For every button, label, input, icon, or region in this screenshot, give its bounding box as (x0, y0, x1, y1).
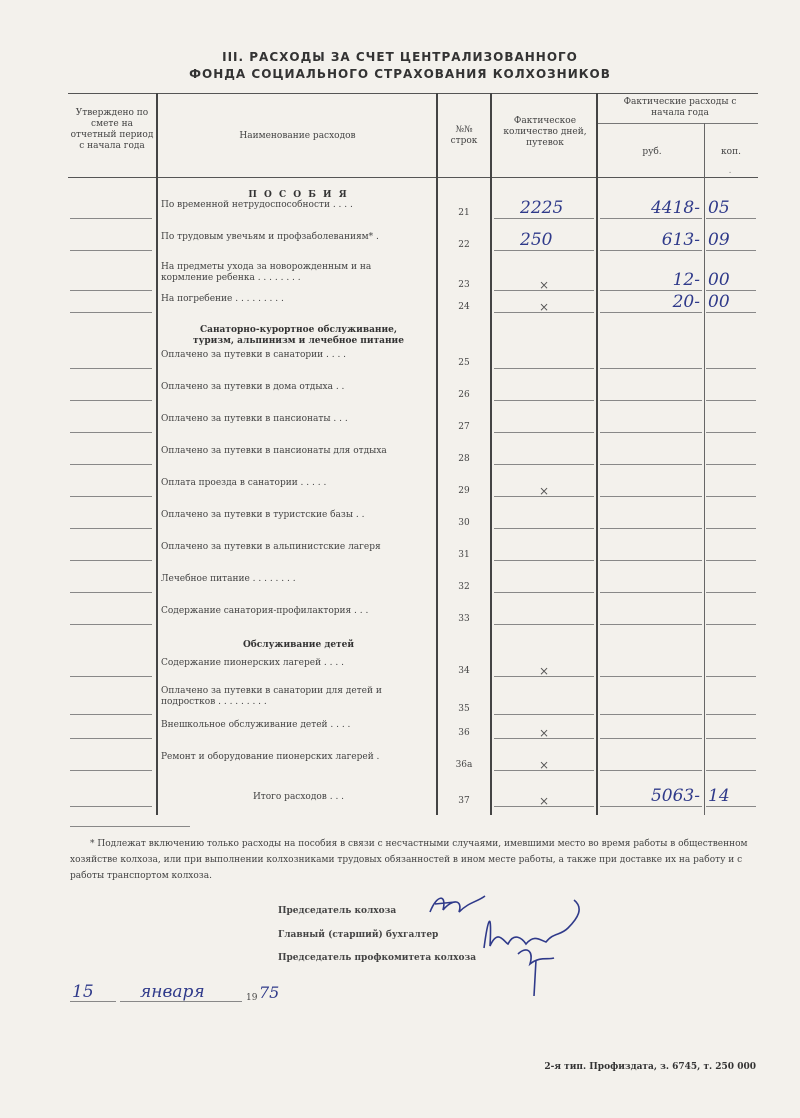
row-number: 28 (458, 454, 470, 464)
row-label: Оплачено за путевки в санатории . . . . (161, 350, 347, 360)
row-number: 31 (458, 550, 470, 560)
kop-cell-line (706, 496, 756, 497)
count-cross-mark: × (538, 484, 550, 498)
header-line-no: №№ строк (450, 125, 478, 146)
count-cell-line (494, 624, 594, 625)
kop-handwritten: 09 (708, 230, 730, 250)
row-label: На предметы ухода за новорожденным и на кормление ребенка . . . . . . . . (161, 262, 372, 283)
row-label: Содержание пионерских лагерей . . . . (161, 658, 344, 668)
kop-cell-line (706, 738, 756, 739)
approved-cell-line (70, 624, 152, 625)
rub-handwritten: 613- (661, 230, 700, 250)
kop-mark: . (728, 166, 732, 176)
row-label: Содержание санатория-профилактория . . . (161, 606, 369, 616)
printer-imprint: 2-я тип. Профиздата, з. 6745, т. 250 000 (544, 1062, 756, 1072)
rub-cell-line (600, 592, 702, 593)
row-label: Оплата проезда в санатории . . . . . (161, 478, 327, 488)
sig-accountant-label: Главный (старший) бухгалтер (278, 930, 439, 940)
rub-cell-line (600, 770, 702, 771)
count-cell-line (494, 560, 594, 561)
row-label: Оплачено за путевки в альпинистские лагеря (161, 542, 381, 552)
row-label: По временной нетрудоспособности . . . . (161, 200, 353, 210)
count-cross-mark: × (538, 758, 550, 772)
footnote: * Подлежат включению только расходы на пособия в связи с несчастными случаями, имевшими место во время работы в общественном хозяйстве колхоза, или при выполнении колхозниками трудовых обязанностей в ином месте работы, а также при доставке их на работу и с работы транспортом колхоза. (70, 839, 748, 881)
kop-cell-line (706, 714, 756, 715)
approved-cell-line (70, 250, 152, 251)
approved-cell-line (70, 368, 152, 369)
col-divider-num (490, 93, 492, 815)
sig-union-label: Председатель профкомитета колхоза (278, 953, 477, 963)
row-number: 34 (458, 666, 470, 676)
header-kop: коп. (721, 147, 741, 157)
count-cell-line (494, 218, 594, 219)
approved-cell-line (70, 676, 152, 677)
count-cell-line (494, 400, 594, 401)
count-handwritten: 250 (520, 230, 553, 250)
approved-cell-line (70, 290, 152, 291)
header-actual-count: Фактическое количество дней, путевок (503, 116, 587, 148)
approved-cell-line (70, 312, 152, 313)
kop-handwritten: 05 (708, 198, 730, 218)
row-number: 25 (458, 358, 470, 368)
rub-cell-line (600, 250, 702, 251)
count-cell-line (494, 432, 594, 433)
row-number: 27 (458, 422, 470, 432)
approved-cell-line (70, 218, 152, 219)
sig-chairman-label: Председатель колхоза (278, 906, 397, 916)
rub-cell-line (600, 496, 702, 497)
row-number: 33 (458, 614, 470, 624)
row-number: 32 (458, 582, 470, 592)
row-number: 30 (458, 518, 470, 528)
row-number: 24 (458, 302, 470, 312)
report-title-line1: III. РАСХОДЫ ЗА СЧЕТ ЦЕНТРАЛИЗОВАННОГО (222, 50, 578, 64)
row-label: Ремонт и оборудование пионерских лагерей . (161, 752, 380, 762)
approved-cell-line (70, 400, 152, 401)
date-day: 15 (72, 982, 94, 1002)
count-cell-line (494, 250, 594, 251)
count-cross-mark: × (538, 278, 550, 292)
row-number: 26 (458, 390, 470, 400)
row-label: Итого расходов . . . (252, 792, 345, 802)
kop-cell-line (706, 400, 756, 401)
count-handwritten: 2225 (520, 198, 564, 218)
row-number: 36 (458, 728, 470, 738)
row-label: Оплачено за путевки в пансионаты . . . (161, 414, 348, 424)
rub-handwritten: 20- (672, 292, 700, 312)
kop-cell-line (706, 464, 756, 465)
kop-cell-line (706, 592, 756, 593)
approved-cell-line (70, 464, 152, 465)
approved-cell-line (70, 770, 152, 771)
table-top-border (68, 93, 758, 94)
footnote-rule (70, 826, 190, 827)
kop-cell-line (706, 624, 756, 625)
date-year-suffix: 75 (259, 983, 280, 1002)
kop-cell-line (706, 528, 756, 529)
kop-handwritten: 14 (708, 786, 730, 806)
row-label: На погребение . . . . . . . . . (161, 294, 284, 304)
row-number: 37 (458, 796, 470, 806)
rub-cell-line (600, 624, 702, 625)
header-bottom-border (68, 177, 758, 178)
approved-cell-line (70, 738, 152, 739)
row-label: Оплачено за путевки в пансионаты для отдыха (161, 446, 387, 456)
count-cross-mark: × (538, 726, 550, 740)
header-actual-expenses: Фактические расходы с начала года (623, 97, 737, 118)
date-day-line (70, 1001, 116, 1002)
count-cross-mark: × (538, 300, 550, 314)
count-cell-line (494, 528, 594, 529)
row-number: 36а (455, 760, 473, 770)
approved-cell-line (70, 560, 152, 561)
kop-cell-line (706, 250, 756, 251)
count-cell-line (494, 464, 594, 465)
rub-cell-line (600, 432, 702, 433)
col-divider-approved (156, 93, 158, 815)
kop-handwritten: 00 (708, 292, 730, 312)
kop-cell-line (706, 290, 756, 291)
rub-handwritten: 5063- (650, 786, 700, 806)
row-number: 22 (458, 240, 470, 250)
accountant-signature (478, 898, 588, 998)
rub-cell-line (600, 560, 702, 561)
report-title-line2: ФОНДА СОЦИАЛЬНОГО СТРАХОВАНИЯ КОЛХОЗНИКОВ (189, 67, 611, 81)
count-cell-line (494, 714, 594, 715)
approved-cell-line (70, 528, 152, 529)
rub-cell-line (600, 738, 702, 739)
row-label: По трудовым увечьям и профзаболеваниям* . (161, 232, 379, 242)
col-divider-count (596, 93, 598, 815)
count-cross-mark: × (538, 664, 550, 678)
rub-cell-line (600, 676, 702, 677)
kop-cell-line (706, 218, 756, 219)
header-approved: Утверждено по смете на отчетный период с начала года (70, 108, 154, 151)
date-month-line (120, 1001, 242, 1002)
rub-handwritten: 12- (672, 270, 700, 290)
col-divider-rub (704, 123, 705, 815)
rub-cell-line (600, 218, 702, 219)
row-number: 35 (458, 704, 470, 714)
row-label: Оплачено за путевки в дома отдыха . . (161, 382, 345, 392)
row-label: Оплачено за путевки в туристские базы . . (161, 510, 365, 520)
rub-cell-line (600, 312, 702, 313)
approved-cell-line (70, 432, 152, 433)
kop-cell-line (706, 770, 756, 771)
kop-cell-line (706, 312, 756, 313)
header-rub: руб. (642, 147, 662, 157)
row-number: 29 (458, 486, 470, 496)
kop-cell-line (706, 368, 756, 369)
header-name: Наименование расходов (239, 131, 356, 141)
approved-cell-line (70, 592, 152, 593)
approved-cell-line (70, 714, 152, 715)
rub-cell-line (600, 528, 702, 529)
row-number: 21 (458, 208, 470, 218)
count-cell-line (494, 368, 594, 369)
date-year-prefix: 19 (246, 993, 258, 1003)
rub-cell-line (600, 806, 702, 807)
kop-cell-line (706, 676, 756, 677)
kop-handwritten: 00 (708, 270, 730, 290)
rub-cell-line (600, 368, 702, 369)
approved-cell-line (70, 806, 152, 807)
approved-cell-line (70, 496, 152, 497)
kop-cell-line (706, 560, 756, 561)
count-cross-mark: × (538, 794, 550, 808)
kop-cell-line (706, 432, 756, 433)
row-label: Внешкольное обслуживание детей . . . . (161, 720, 351, 730)
row-label: Лечебное питание . . . . . . . . (161, 574, 296, 584)
rub-cell-line (600, 290, 702, 291)
row-number: 23 (458, 280, 470, 290)
kop-cell-line (706, 806, 756, 807)
rub-cell-line (600, 400, 702, 401)
date-month: января (140, 982, 205, 1002)
count-cell-line (494, 592, 594, 593)
header-sub-divider (598, 123, 758, 124)
section-children: Обслуживание детей (242, 640, 355, 650)
rub-handwritten: 4418- (650, 198, 700, 218)
row-label: Оплачено за путевки в санатории для детей и подростков . . . . . . . . . (161, 686, 382, 707)
section-benefits: П О С О Б И Я (248, 190, 349, 200)
rub-cell-line (600, 464, 702, 465)
rub-cell-line (600, 714, 702, 715)
section-sanatorium: Санаторно-курортное обслуживание, туризм, альпинизм и лечебное питание (193, 325, 404, 346)
